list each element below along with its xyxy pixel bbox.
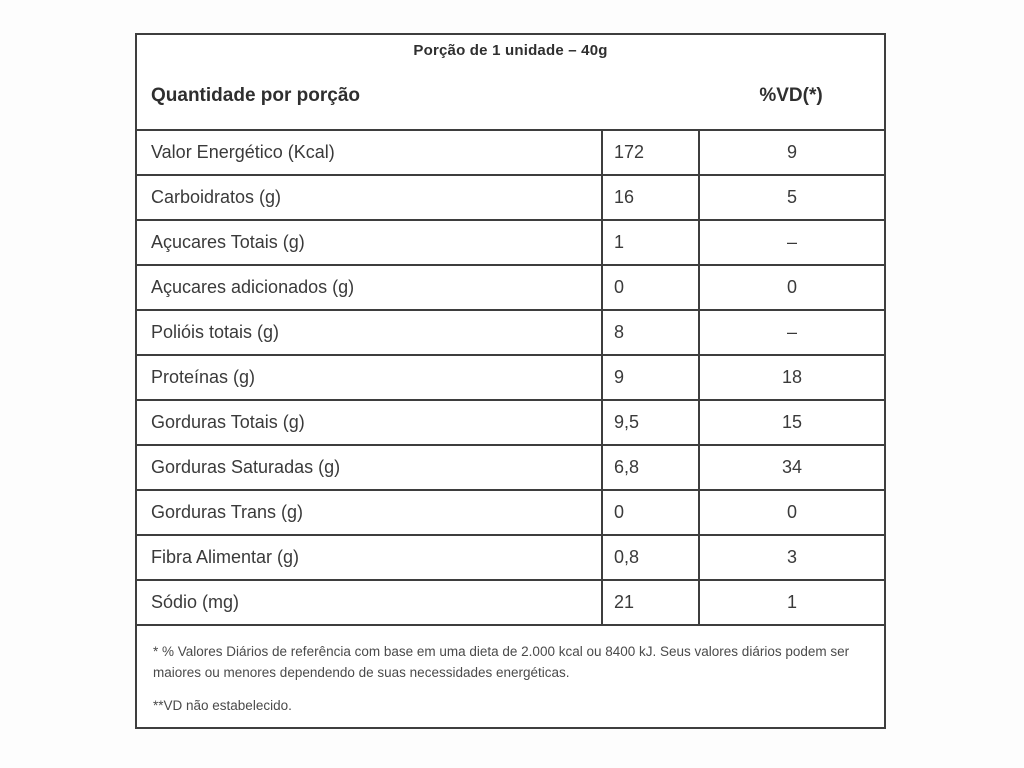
row-quantity: 8 bbox=[601, 311, 698, 354]
row-quantity: 0 bbox=[601, 491, 698, 534]
table-row bbox=[137, 174, 884, 219]
row-daily-value: – bbox=[698, 311, 884, 354]
row-quantity: 1 bbox=[601, 221, 698, 264]
row-quantity: 16 bbox=[601, 176, 698, 219]
footnotes bbox=[137, 624, 884, 727]
table-row bbox=[137, 399, 884, 444]
row-daily-value: 1 bbox=[698, 581, 884, 624]
row-label: Açucares adicionados (g) bbox=[151, 277, 355, 298]
row-quantity: 9 bbox=[601, 356, 698, 399]
row-label: Açucares Totais (g) bbox=[151, 232, 305, 253]
row-quantity: 0,8 bbox=[601, 536, 698, 579]
row-quantity: 9,5 bbox=[601, 401, 698, 444]
daily-value-column-header: %VD(*) bbox=[759, 84, 823, 106]
row-label: Gorduras Totais (g) bbox=[151, 412, 305, 433]
row-quantity: 6,8 bbox=[601, 446, 698, 489]
row-label: Carboidratos (g) bbox=[151, 187, 282, 208]
row-daily-value: 3 bbox=[698, 536, 884, 579]
row-daily-value: 18 bbox=[698, 356, 884, 399]
row-daily-value: 34 bbox=[698, 446, 884, 489]
table-row bbox=[137, 579, 884, 624]
row-label: Sódio (mg) bbox=[151, 592, 240, 613]
table-row bbox=[137, 129, 884, 174]
nutrition-rows bbox=[137, 129, 884, 624]
row-daily-value: 15 bbox=[698, 401, 884, 444]
table-row bbox=[137, 444, 884, 489]
table-row bbox=[137, 354, 884, 399]
nutrition-label bbox=[135, 33, 886, 729]
table-row bbox=[137, 489, 884, 534]
row-label: Proteínas (g) bbox=[151, 367, 256, 388]
row-daily-value: – bbox=[698, 221, 884, 264]
row-daily-value: 5 bbox=[698, 176, 884, 219]
row-label: Gorduras Saturadas (g) bbox=[151, 457, 341, 478]
table-row bbox=[137, 219, 884, 264]
row-label: Polióis totais (g) bbox=[151, 322, 280, 343]
serving-header: Porção de 1 unidade – 40g bbox=[413, 42, 608, 60]
row-label: Fibra Alimentar (g) bbox=[151, 547, 300, 568]
row-label: Gorduras Trans (g) bbox=[151, 502, 304, 523]
quantity-column-header: Quantidade por porção bbox=[151, 84, 361, 106]
row-daily-value: 9 bbox=[698, 131, 884, 174]
row-label: Valor Energético (Kcal) bbox=[151, 142, 335, 163]
table-row bbox=[137, 264, 884, 309]
footnote-daily-values: * % Valores Diários de referência com base em uma dieta de 2.000 kcal ou 8400 kJ. Seus valores diários podem ser maiores ou menores dependendo de suas necessidades energéticas. bbox=[153, 644, 850, 681]
table-row bbox=[137, 309, 884, 354]
row-quantity: 0 bbox=[601, 266, 698, 309]
row-quantity: 21 bbox=[601, 581, 698, 624]
row-quantity: 172 bbox=[601, 131, 698, 174]
column-headers bbox=[137, 62, 884, 129]
table-row bbox=[137, 534, 884, 579]
footnote-vd-not-established: **VD não estabelecido. bbox=[153, 698, 292, 714]
row-daily-value: 0 bbox=[698, 491, 884, 534]
row-daily-value: 0 bbox=[698, 266, 884, 309]
